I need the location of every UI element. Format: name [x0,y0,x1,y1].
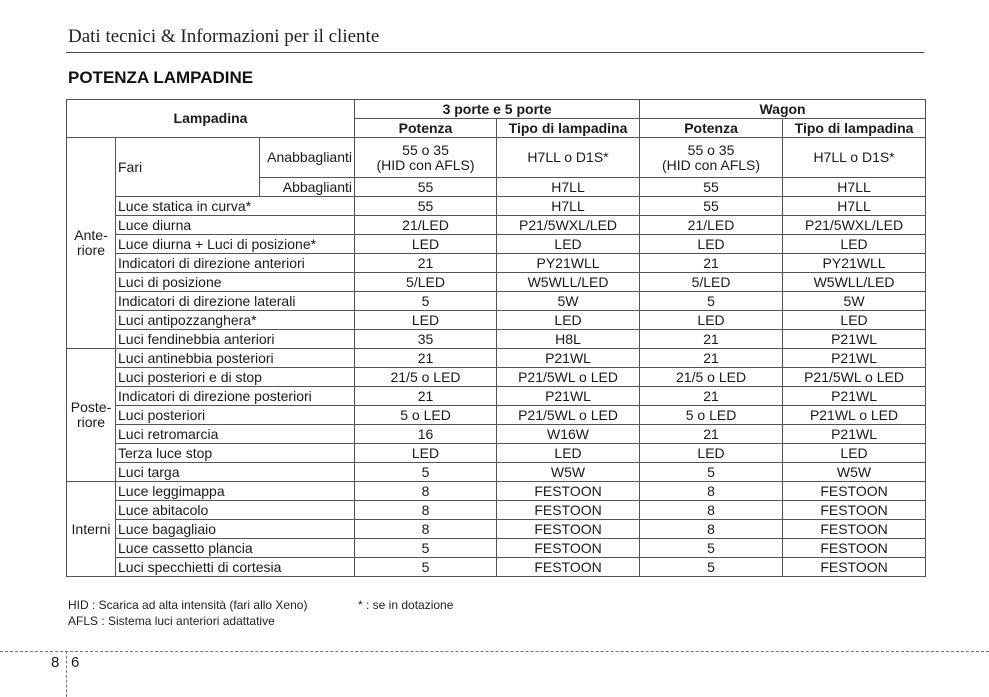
cell-power: 5 [640,463,783,482]
page-header [66,24,924,53]
cell-type: FESTOON [497,501,640,520]
page-number: 6 [71,654,80,671]
row-label: Luci fendinebbia anteriori [116,330,355,349]
row-label: Terza luce stop [116,444,355,463]
cell-type: P21/5WXL/LED [783,216,926,235]
col-header-3-5-doors: 3 porte e 5 porte [355,100,640,119]
cell-type: LED [497,311,640,330]
row-label: Fari [116,138,260,197]
cell-type: P21WL [783,349,926,368]
cell-type: W5WLL/LED [497,273,640,292]
cell-type: FESTOON [783,520,926,539]
row-label: Luci targa [116,463,355,482]
cell-power: 8 [640,520,783,539]
cell-type: P21/5WL o LED [497,368,640,387]
cell-type: LED [497,444,640,463]
table-row [67,387,926,406]
cell-type: LED [783,444,926,463]
cell-type: 5W [783,292,926,311]
cell-power: 5 [640,292,783,311]
cell-power: LED [355,235,497,254]
cell-type: FESTOON [497,482,640,501]
table-header-row [67,100,926,119]
cell-type: W16W [497,425,640,444]
page-number-divider [66,651,67,697]
row-label: Indicatori di direzione laterali [116,292,355,311]
cell-type: W5W [783,463,926,482]
cell-power: 5 o LED [640,406,783,425]
cell-power: 8 [355,501,497,520]
cell-power: 5 [640,539,783,558]
footer-divider [0,651,989,652]
cell-power: 5 [355,292,497,311]
table-row [67,311,926,330]
cell-type: W5W [497,463,640,482]
cell-type: H7LL o D1S* [783,138,926,178]
cell-power: 55 [640,178,783,197]
row-sublabel: Anabbaglianti [260,138,355,178]
subheader-type: Tipo di lampadina [497,119,640,138]
header-title: Dati tecnici & Informazioni per il cliente [68,26,380,47]
cell-type: H7LL o D1S* [497,138,640,178]
row-label: Indicatori di direzione anteriori [116,254,355,273]
cell-type: FESTOON [783,558,926,577]
table-row [67,406,926,425]
cell-type: W5WLL/LED [783,273,926,292]
note-hid: HID : Scarica ad alta intensità (fari allo Xeno) [68,598,308,612]
cell-type: FESTOON [497,558,640,577]
cell-type: H7LL [497,178,640,197]
cell-type: H7LL [783,197,926,216]
row-sublabel: Abbaglianti [260,178,355,197]
cell-type: LED [497,235,640,254]
cell-type: FESTOON [783,482,926,501]
cell-power: 21/5 o LED [355,368,497,387]
cell-type: PY21WLL [497,254,640,273]
group-label: Ante- riore [67,138,116,349]
cell-type: H7LL [783,178,926,197]
col-header-lamp: Lampadina [67,100,355,138]
row-label: Luci antipozzanghera* [116,311,355,330]
cell-power: 5 [355,463,497,482]
row-label: Luce statica in curva* [116,197,355,216]
cell-type: P21WL [783,330,926,349]
group-label: Interni [67,482,116,577]
cell-type: P21WL [783,387,926,406]
cell-type: P21WL o LED [783,406,926,425]
cell-type: LED [783,235,926,254]
footnotes [68,597,454,629]
cell-power: 8 [355,482,497,501]
cell-power: 8 [640,482,783,501]
cell-type: FESTOON [497,520,640,539]
cell-power: 21 [640,349,783,368]
cell-power: 8 [640,501,783,520]
cell-type: FESTOON [783,539,926,558]
cell-type: P21/5WL o LED [783,368,926,387]
row-label: Luci specchietti di cortesia [116,558,355,577]
section-title: POTENZA LAMPADINE [68,68,254,87]
table-row [67,463,926,482]
cell-power: 21 [640,425,783,444]
table-row [67,482,926,501]
table-row [67,539,926,558]
row-label: Indicatori di direzione posteriori [116,387,355,406]
cell-type: P21WL [783,425,926,444]
cell-power: LED [640,444,783,463]
table-row [67,273,926,292]
note-afls: AFLS : Sistema luci anteriori adattative [68,614,275,628]
cell-type: 5W [497,292,640,311]
cell-type: P21WL [497,387,640,406]
cell-power: LED [355,444,497,463]
cell-type: H7LL [497,197,640,216]
cell-power: 21 [355,387,497,406]
table-row [67,425,926,444]
cell-power: 55 o 35 (HID con AFLS) [640,138,783,178]
row-label: Luci posteriori e di stop [116,368,355,387]
cell-type: PY21WLL [783,254,926,273]
table-row [67,138,926,178]
cell-power: 5/LED [640,273,783,292]
subheader-type: Tipo di lampadina [783,119,926,138]
cell-power: 21/LED [640,216,783,235]
cell-power: 55 [355,197,497,216]
cell-power: 55 [355,178,497,197]
table-row [67,216,926,235]
cell-power: 8 [355,520,497,539]
cell-power: LED [640,311,783,330]
row-label: Luce cassetto plancia [116,539,355,558]
table-row [67,254,926,273]
table-row [67,330,926,349]
cell-power: 55 o 35 (HID con AFLS) [355,138,497,178]
cell-power: 16 [355,425,497,444]
page-section-number: 8 [51,654,60,671]
cell-type: H8L [497,330,640,349]
table-row [67,292,926,311]
cell-power: 35 [355,330,497,349]
subheader-power: Potenza [640,119,783,138]
cell-type: P21WL [497,349,640,368]
table-row [67,558,926,577]
table-row [67,501,926,520]
cell-power: 55 [640,197,783,216]
row-label: Luci retromarcia [116,425,355,444]
cell-power: 21 [640,330,783,349]
row-label: Luce bagagliaio [116,520,355,539]
row-label: Luce diurna + Luci di posizione* [116,235,355,254]
row-label: Luci posteriori [116,406,355,425]
cell-power: 5 [355,558,497,577]
cell-power: 5/LED [355,273,497,292]
cell-power: 21/5 o LED [640,368,783,387]
cell-power: 21/LED [355,216,497,235]
table-row [67,197,926,216]
bulb-power-table [66,99,926,577]
cell-power: 21 [640,387,783,406]
col-header-wagon: Wagon [640,100,926,119]
cell-power: 21 [355,254,497,273]
table-row [67,235,926,254]
note-star: * : se in dotazione [358,598,454,612]
table-row [67,368,926,387]
table-row [67,444,926,463]
cell-power: LED [355,311,497,330]
cell-type: LED [783,311,926,330]
row-label: Luce abitacolo [116,501,355,520]
cell-type: P21/5WL o LED [497,406,640,425]
row-label: Luci di posizione [116,273,355,292]
cell-power: 5 [640,558,783,577]
cell-power: 5 o LED [355,406,497,425]
cell-power: 21 [640,254,783,273]
subheader-power: Potenza [355,119,497,138]
row-label: Luce leggimappa [116,482,355,501]
table-row [67,349,926,368]
cell-power: LED [640,235,783,254]
cell-power: 5 [355,539,497,558]
row-label: Luce diurna [116,216,355,235]
cell-type: P21/5WXL/LED [497,216,640,235]
cell-power: 21 [355,349,497,368]
row-label: Luci antinebbia posteriori [116,349,355,368]
cell-type: FESTOON [497,539,640,558]
cell-type: FESTOON [783,501,926,520]
table-row [67,520,926,539]
group-label: Poste- riore [67,349,116,482]
